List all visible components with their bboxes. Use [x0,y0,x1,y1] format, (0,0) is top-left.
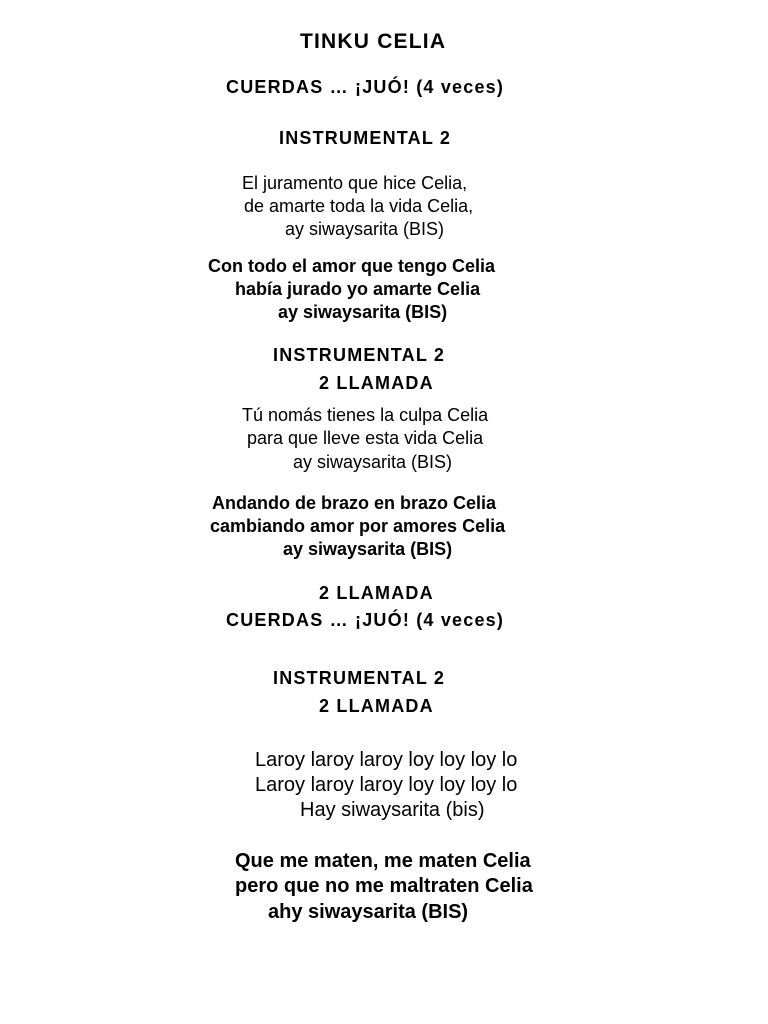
section-heading: 2 LLAMADA [319,373,434,393]
verse-line: ay siwaysarita (BIS) [283,539,453,559]
verse-line: Tú nomás tienes la culpa Celia [242,405,489,425]
section-heading: INSTRUMENTAL 2 [273,668,446,688]
verse-line: de amarte toda la vida Celia, [244,196,474,216]
verse-line: Laroy laroy laroy loy loy loy lo [255,774,518,796]
song-title: TINKU CELIA [300,30,447,53]
section-heading: INSTRUMENTAL 2 [273,345,446,365]
verse-line: pero que no me maltraten Celia [235,875,533,897]
verse-line: Hay siwaysarita (bis) [300,799,485,821]
section-heading: 2 LLAMADA [319,583,434,603]
verse-line: ay siwaysarita (BIS) [293,452,453,472]
verse-line: ay siwaysarita (BIS) [285,219,445,239]
section-heading: CUERDAS … ¡JUÓ! (4 veces) [226,77,505,97]
section-heading: INSTRUMENTAL 2 [279,128,452,148]
verse-line: Andando de brazo en brazo Celia [212,493,497,513]
verse-line: El juramento que hice Celia, [242,173,468,193]
section-heading: CUERDAS … ¡JUÓ! (4 veces) [226,610,505,630]
verse-line: cambiando amor por amores Celia [210,516,506,536]
verse-line: ahy siwaysarita (BIS) [268,901,469,923]
verse-line: para que lleve esta vida Celia [247,428,484,448]
verse-line: había jurado yo amarte Celia [235,279,481,299]
verse-line: Laroy laroy laroy loy loy loy lo [255,749,518,771]
section-heading: 2 LLAMADA [319,696,434,716]
verse-line: ay siwaysarita (BIS) [278,302,448,322]
verse-line: Con todo el amor que tengo Celia [208,256,496,276]
verse-line: Que me maten, me maten Celia [235,850,531,872]
